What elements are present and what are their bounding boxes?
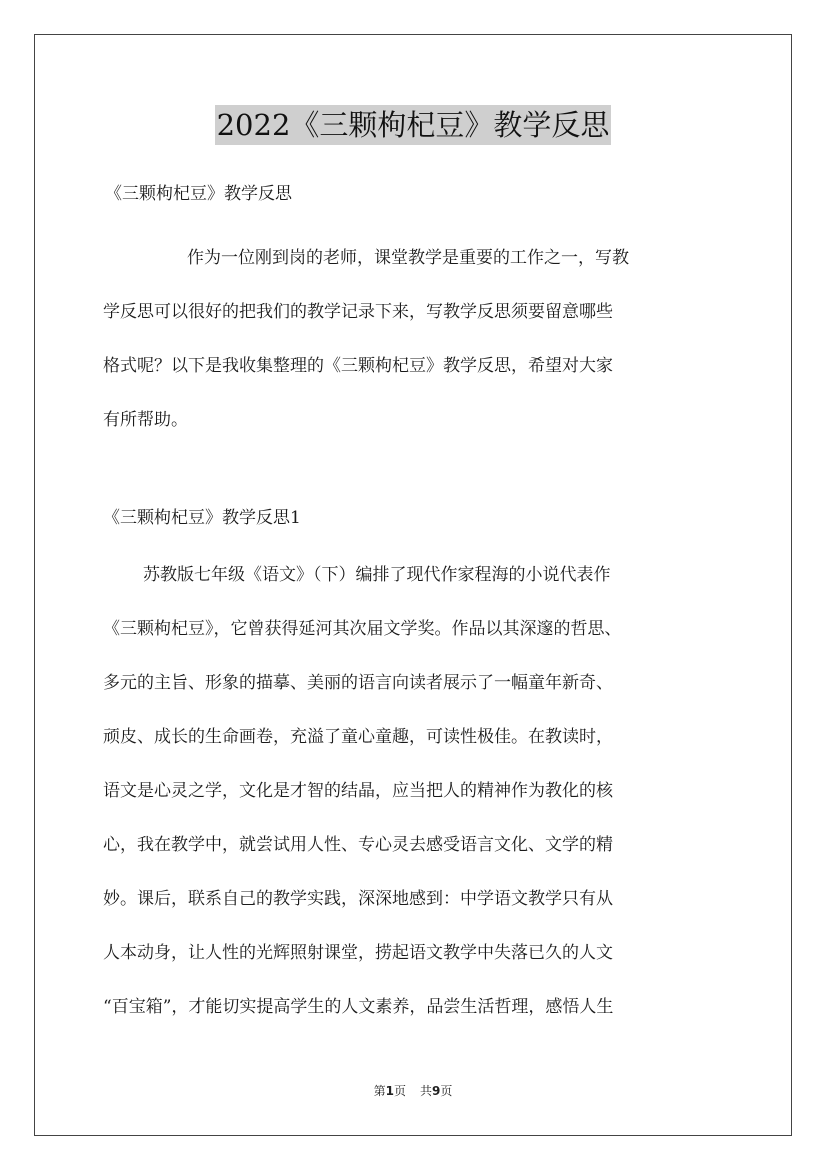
title-wrapper	[35, 105, 791, 145]
section-line: 语文是心灵之学，文化是才智的结晶，应当把人的精神作为教化的核	[103, 781, 613, 801]
intro-line: 学反思可以很好的把我们的教学记录下来，写教学反思须要留意哪些	[103, 302, 613, 322]
page-footer	[35, 1082, 791, 1099]
document-subtitle: 《三颗枸杞豆》教学反思	[105, 184, 292, 204]
page-suffix: 页	[393, 1084, 406, 1098]
page-prefix: 第	[373, 1084, 386, 1098]
total-suffix: 页	[440, 1084, 453, 1098]
document-page	[34, 34, 792, 1136]
intro-paragraph	[103, 231, 735, 447]
page-current: 1	[385, 1084, 394, 1098]
section-line: 苏教版七年级《语文》（下）编排了现代作家程海的小说代表作	[143, 565, 611, 585]
page-total: 9	[432, 1084, 441, 1098]
intro-line: 格式呢？以下是我收集整理的《三颗枸杞豆》教学反思，希望对大家	[103, 356, 613, 376]
section-line: 妙。课后，联系自己的教学实践，深深地感到：中学语文教学只有从	[103, 889, 613, 909]
section-line: 心，我在教学中，就尝试用人性、专心灵去感受语言文化、文学的精	[103, 835, 613, 855]
section-line: 《三颗枸杞豆》，它曾获得延河其次届文学奖。作品以其深邃的哲思、	[103, 619, 622, 639]
section-paragraph	[103, 548, 735, 1034]
section-line: 顽皮、成长的生命画卷，充溢了童心童趣，可读性极佳。在教读时，	[103, 727, 613, 747]
intro-line: 作为一位刚到岗的老师，课堂教学是重要的工作之一，写教	[187, 248, 629, 268]
section-line: “百宝箱”，才能切实提高学生的人文素养，品尝生活哲理，感悟人生	[103, 997, 614, 1017]
intro-line: 有所帮助。	[103, 410, 188, 430]
section-line: 人本动身，让人性的光辉照射课堂，捞起语文教学中失落已久的人文	[103, 943, 613, 963]
section-line: 多元的主旨、形象的描摹、美丽的语言向读者展示了一幅童年新奇、	[103, 673, 613, 693]
total-prefix: 共	[420, 1084, 433, 1098]
document-title: 2022《三颗枸杞豆》教学反思	[215, 105, 612, 145]
section-heading: 《三颗枸杞豆》教学反思1	[103, 508, 301, 528]
